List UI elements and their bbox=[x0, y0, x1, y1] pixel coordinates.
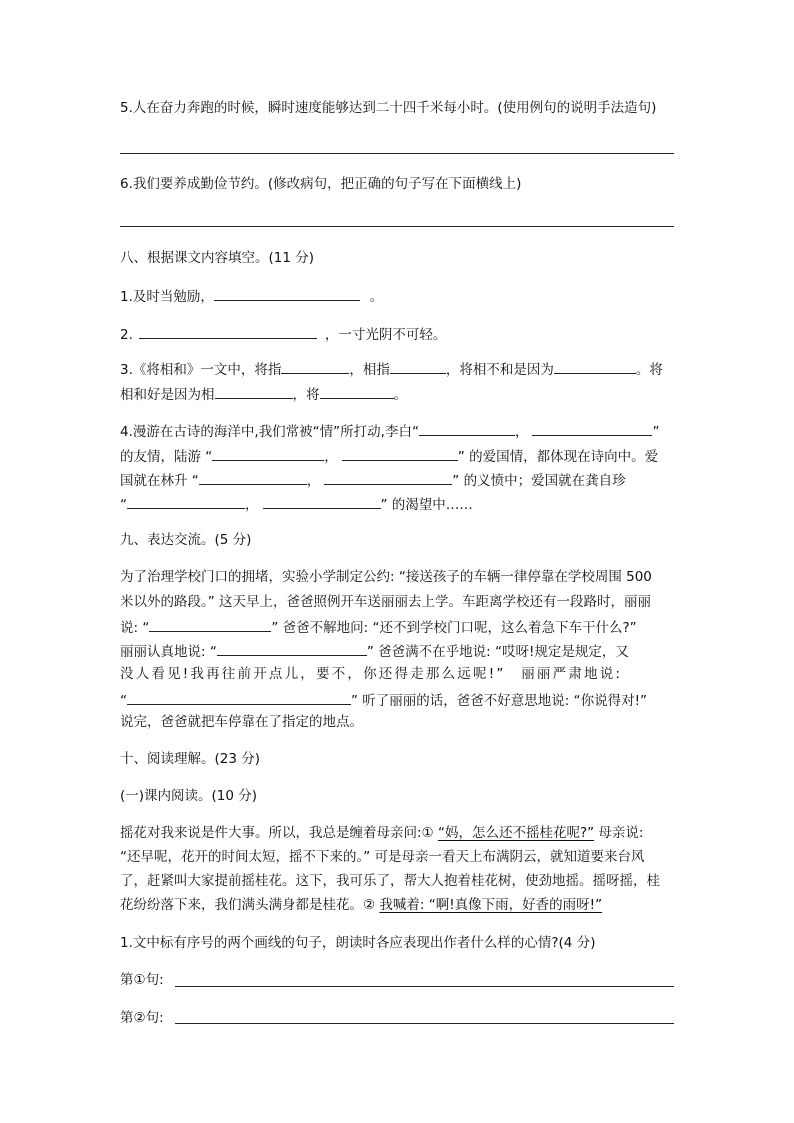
s10-text: 摇花对我来说是件大事。所以，我总是缠着母亲问:① bbox=[120, 825, 438, 841]
s9-text: “ bbox=[120, 693, 127, 709]
s8-item4-text: 国就在林升 “ bbox=[120, 473, 199, 489]
s8-item4-text: “ bbox=[120, 497, 127, 513]
s8-item4-blank-7[interactable] bbox=[127, 494, 245, 509]
s9-line5: 没人看见!我再往前开点儿，要不，你还得走那么远呢!” 丽丽严肃地说: bbox=[120, 666, 623, 682]
s8-item1-prefix: 1.及时当勉励， bbox=[120, 289, 214, 305]
s8-item1 bbox=[120, 286, 383, 306]
s8-item4-line1 bbox=[120, 421, 659, 441]
q6-text: 6.我们要养成勤俭节约。(修改病句，把正确的句子写在下面横线上) bbox=[120, 176, 522, 192]
s8-item4-blank-6[interactable] bbox=[324, 470, 452, 485]
s9-text: ” 爸爸不解地问: “还不到学校门口呢，这么着急下车干什么?” bbox=[271, 620, 637, 636]
s10-answer2-label: 第②句: bbox=[120, 1010, 164, 1026]
s8-item3-line2 bbox=[120, 384, 407, 404]
s8-item4-blank-5[interactable] bbox=[199, 470, 307, 485]
s8-item4-text: ” 的渴望中…… bbox=[380, 497, 473, 513]
s8-item4-line4 bbox=[120, 494, 473, 514]
q6-answer-line[interactable] bbox=[120, 226, 674, 227]
s8-item3-blank-3[interactable] bbox=[554, 359, 636, 374]
s8-item3-line1 bbox=[120, 359, 663, 379]
s9-line6 bbox=[120, 690, 647, 710]
s9-text: ” 爸爸满不在乎地说: “哎呀!规定是规定，又 bbox=[366, 644, 629, 660]
s8-item3-text: ，将相不和是因为 bbox=[445, 362, 554, 378]
s8-item2-blank[interactable] bbox=[139, 324, 317, 339]
s8-item4-text: ” 的爱国情，都体现在诗向中。爱 bbox=[457, 449, 659, 465]
s8-item4-text: ， bbox=[514, 424, 529, 440]
s9-blank-2[interactable] bbox=[217, 641, 367, 656]
s8-item4-text: ” bbox=[652, 424, 660, 440]
s8-item4-text: ， bbox=[306, 473, 321, 489]
section9-title: 九、表达交流。(5 分) bbox=[120, 532, 252, 548]
s8-item3-blank-5[interactable] bbox=[320, 384, 394, 399]
s10-para-line3: 了，赶紧叫大家提前摇桂花。这下，我可乐了，帮大人抱着桂花树，使劲地摇。摇呀摇，桂 bbox=[120, 873, 660, 889]
s10-question1: 1.文中标有序号的两个画线的句子，朗读时各应表现出作者什么样的心情?(4 分) bbox=[120, 935, 596, 951]
section10-title: 十、阅读理解。(23 分) bbox=[120, 751, 261, 767]
s8-item4-text: ， bbox=[324, 449, 338, 465]
s9-text: 丽丽认真地说: “ bbox=[120, 644, 217, 660]
s8-item4-blank-4[interactable] bbox=[342, 446, 458, 461]
s8-item3-text: 。 bbox=[393, 387, 407, 403]
s10-text: 母亲说: bbox=[594, 825, 644, 841]
s9-line2: 米以外的路段。” 这天早上，爸爸照例开车送丽丽去上学。车距离学校还有一段路时，丽丽 bbox=[120, 594, 652, 610]
s9-line7: 说完，爸爸就把车停靠在了指定的地点。 bbox=[120, 714, 363, 730]
s8-item3-blank-2[interactable] bbox=[390, 359, 446, 374]
s8-item2-prefix: 2. bbox=[120, 327, 133, 343]
s9-line1: 为了治理学校门口的拥堵，实验小学制定公约: “接送孩子的车辆一律停靠在学校周围 500 bbox=[120, 569, 652, 585]
s10-text: 花纷纷落下来，我们满头满身都是桂花。② bbox=[120, 897, 380, 913]
s10-underlined-sentence-1: “妈，怎么还不摇桂花呢?” bbox=[437, 825, 595, 841]
s8-item3-text: ，相指 bbox=[349, 362, 390, 378]
s8-item3-text: 相和好是因为相 bbox=[120, 387, 215, 403]
s10-answer1-label: 第①句: bbox=[120, 972, 164, 988]
s8-item4-blank-2[interactable] bbox=[532, 421, 652, 436]
s9-line4 bbox=[120, 641, 629, 661]
s8-item4-line3 bbox=[120, 470, 626, 490]
s8-item4-text: 4.漫游在古诗的海洋中,我们常被“情”所打动,李白“ bbox=[120, 424, 419, 440]
s8-item2 bbox=[120, 324, 446, 344]
s8-item3-text: 3.《将相和》一文中，将指 bbox=[120, 362, 282, 378]
s10-subsection-title: (一)课内阅读。(10 分) bbox=[120, 788, 258, 804]
s8-item4-line2 bbox=[120, 446, 658, 466]
s10-answer1-line[interactable] bbox=[175, 986, 674, 987]
s8-item1-blank[interactable] bbox=[214, 286, 360, 301]
section8-title: 八、根据课文内容填空。(11 分) bbox=[120, 250, 315, 266]
s8-item1-suffix: 。 bbox=[369, 289, 384, 305]
s10-underlined-sentence-2: 我喊着: “啊!真像下雨，好香的雨呀!” bbox=[379, 897, 603, 913]
q5-answer-line[interactable] bbox=[120, 153, 674, 154]
s9-blank-1[interactable] bbox=[149, 617, 271, 632]
q5-text: 5.人在奋力奔跑的时候，瞬时速度能够达到二十四千米每小时。(使用例句的说明手法造句) bbox=[120, 100, 657, 116]
s10-para-line4 bbox=[120, 896, 602, 914]
s9-text: 说: “ bbox=[120, 620, 150, 636]
s9-line3 bbox=[120, 617, 637, 637]
s8-item3-text: ，将 bbox=[292, 387, 320, 403]
s8-item4-text: ， bbox=[245, 497, 259, 513]
s8-item2-suffix: ，一寸光阴不可轻。 bbox=[324, 327, 447, 343]
s8-item4-blank-8[interactable] bbox=[263, 494, 381, 509]
s8-item4-text: ” 的义愤中；爱国就在龚自珍 bbox=[452, 473, 626, 489]
s9-text: ” 听了丽丽的话，爸爸不好意思地说: “你说得对!” bbox=[351, 693, 648, 709]
s9-blank-3[interactable] bbox=[127, 690, 351, 705]
s8-item4-blank-1[interactable] bbox=[419, 421, 515, 436]
s8-item3-text: 。将 bbox=[635, 362, 663, 378]
s8-item3-blank-4[interactable] bbox=[215, 384, 293, 399]
s10-para-line1 bbox=[120, 824, 643, 842]
s8-item4-text: 的友情，陆游 “ bbox=[120, 449, 213, 465]
s10-para-line2: “还早呢，花开的时间太短，摇不下来的。” 可是母亲一看天上布满阴云，就知道要来台风 bbox=[120, 849, 645, 865]
s8-item3-blank-1[interactable] bbox=[281, 359, 349, 374]
s10-answer2-line[interactable] bbox=[175, 1023, 674, 1024]
s8-item4-blank-3[interactable] bbox=[212, 446, 324, 461]
